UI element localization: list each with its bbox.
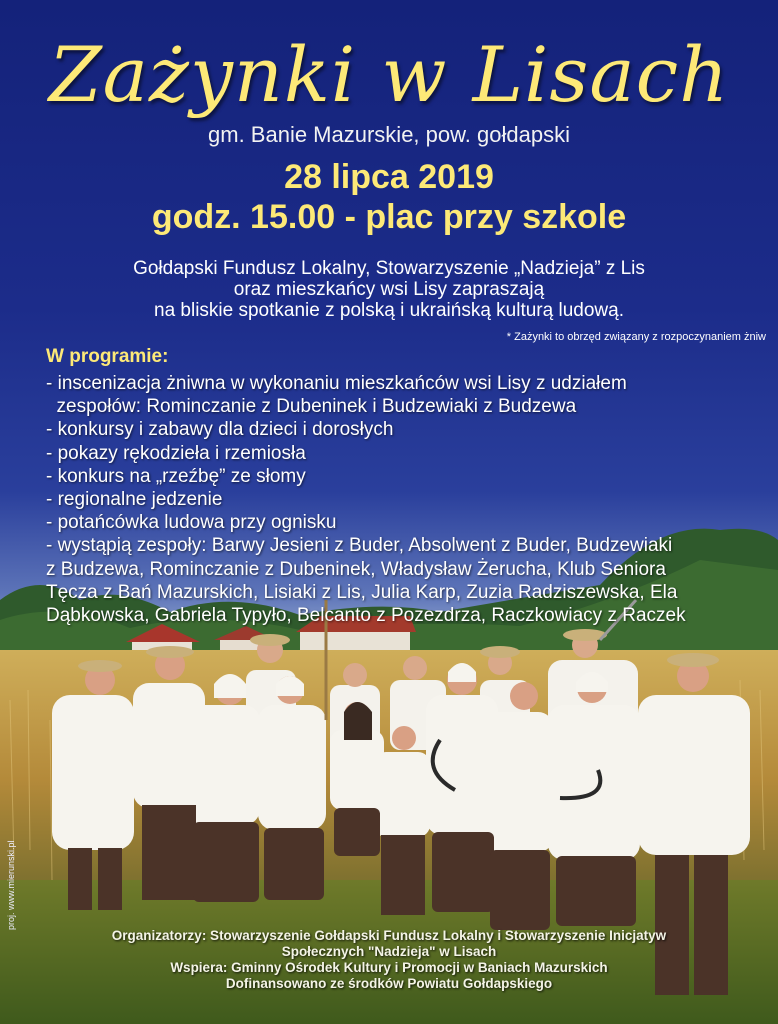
event-date: 28 lipca 2019 <box>284 158 494 196</box>
program-item: - wystąpią zespoły: Barwy Jesieni z Buder, Absolwent z Buder, Budzewiaki <box>46 535 673 557</box>
program-item: zespołów: Rominczanie z Dubeninek i Budzewiaki z Budzewa <box>46 396 577 418</box>
organizers-line: Organizatorzy: Stowarzyszenie Gołdapski Fundusz Lokalny i Stowarzyszenie Inicjatyw <box>111 928 667 943</box>
footnote: * Zażynki to obrzęd związany z rozpoczynaniem żniw <box>506 331 766 343</box>
program-item: Dąbkowska, Gabriela Typyło, Belcanto z Pozezdrza, Raczkowiacy z Raczek <box>46 605 686 627</box>
designer-credit: proj. www.mierunski.pl <box>6 840 16 930</box>
program-item: - regionalne jedzenie <box>46 489 223 511</box>
program-list <box>46 372 770 627</box>
program-item: - konkursy i zabawy dla dzieci i dorosłych <box>46 419 394 441</box>
program-item: z Budzewa, Rominczanie z Dubeninek, Władysław Żerucha, Klub Seniora <box>46 558 666 580</box>
event-location: gm. Banie Mazurskie, pow. gołdapski <box>208 122 570 147</box>
program-heading: W programie: <box>46 346 169 367</box>
poster-title: Zażynki w Lisach <box>48 30 730 119</box>
invitation-line: na bliskie spotkanie z polską i ukraińską kulturą ludową. <box>154 300 624 321</box>
organizers-line: Dofinansowano ze środków Powiatu Gołdapskiego <box>225 976 553 991</box>
organizers <box>0 928 778 992</box>
program-item: Tęcza z Bań Mazurskich, Lisiaki z Lis, Julia Karp, Zuzia Radziszewska, Ela <box>46 581 678 603</box>
invitation-line: Gołdapski Fundusz Lokalny, Stowarzyszenie „Nadzieja” z Lis <box>133 258 645 279</box>
organizers-line: Społecznych "Nadzieja" w Lisach <box>281 944 497 959</box>
invitation-text <box>0 258 778 321</box>
program-item: - inscenizacja żniwna w wykonaniu mieszkańców wsi Lisy z udziałem <box>46 373 627 394</box>
organizers-line: Wspiera: Gminny Ośrodek Kultury i Promocji w Baniach Mazurskich <box>170 960 608 975</box>
event-time-place: godz. 15.00 - plac przy szkole <box>151 198 627 236</box>
program-item: - pokazy rękodzieła i rzemiosła <box>46 442 306 464</box>
invitation-line: oraz mieszkańcy wsi Lisy zapraszają <box>233 279 545 300</box>
program-item: - konkurs na „rzeźbę” ze słomy <box>46 465 306 487</box>
program-item: - potańcówka ludowa przy ognisku <box>46 512 337 534</box>
